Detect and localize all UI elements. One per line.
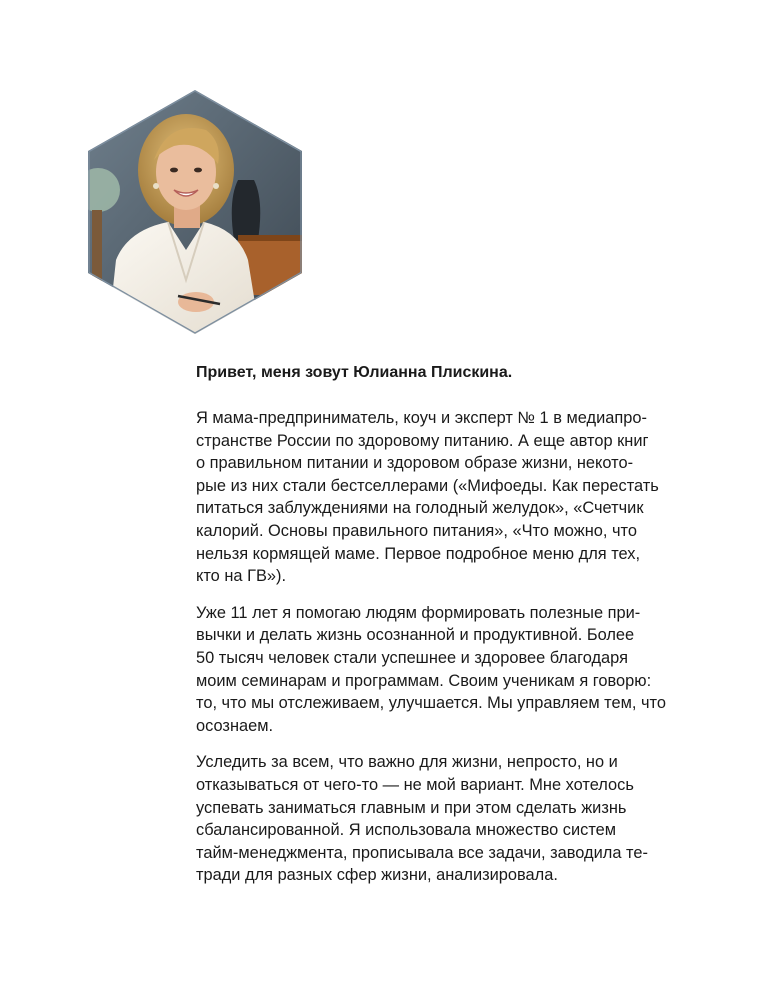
author-photo-hexagon — [88, 90, 302, 334]
lamp-stand — [92, 210, 102, 290]
bio-paragraph-1: Я мама-предприниматель, коуч и эксперт № 1 в медиапро- странстве России по здоровому питанию. А еще автор книг о правильном питании и здоровом образе жизни, некото- рые из них стали бестселлерами («Мифоеды. Как перестать питаться заблуждениями на голодный желудок», «Счетчик калорий. Основы правильного питания», «Что можно, что нельзя кормящей маме. Первое подробное меню для тех, кто на ГВ»). — [196, 409, 659, 586]
greeting-heading: Привет, меня зовут Юлианна Плискина. — [196, 364, 513, 381]
vase — [232, 180, 261, 240]
bio-paragraph-2: Уже 11 лет я помогаю людям формировать полезные при- вычки и делать жизнь осознанной и продуктивной. Более 50 тысяч человек стали успешнее и здоровее благодаря моим семинарам и программам. Своим ученикам я говорю: то, что мы отслеживаем, улучшается. Мы управляем тем, что осознаем. — [196, 603, 666, 735]
author-portrait — [88, 90, 302, 334]
bio-paragraph-3: Уследить за всем, что важно для жизни, непросто, но и отказываться от чего-то — не мой вариант. Мне хотелось успевать заниматься главным и при этом сделать жизнь сбалансированной. Я использовала множество систем тайм-менеджмента, прописывала все задачи, заводила те- тради для разных сфер жизни, анализировала. — [196, 753, 648, 885]
bio-text — [196, 362, 670, 901]
